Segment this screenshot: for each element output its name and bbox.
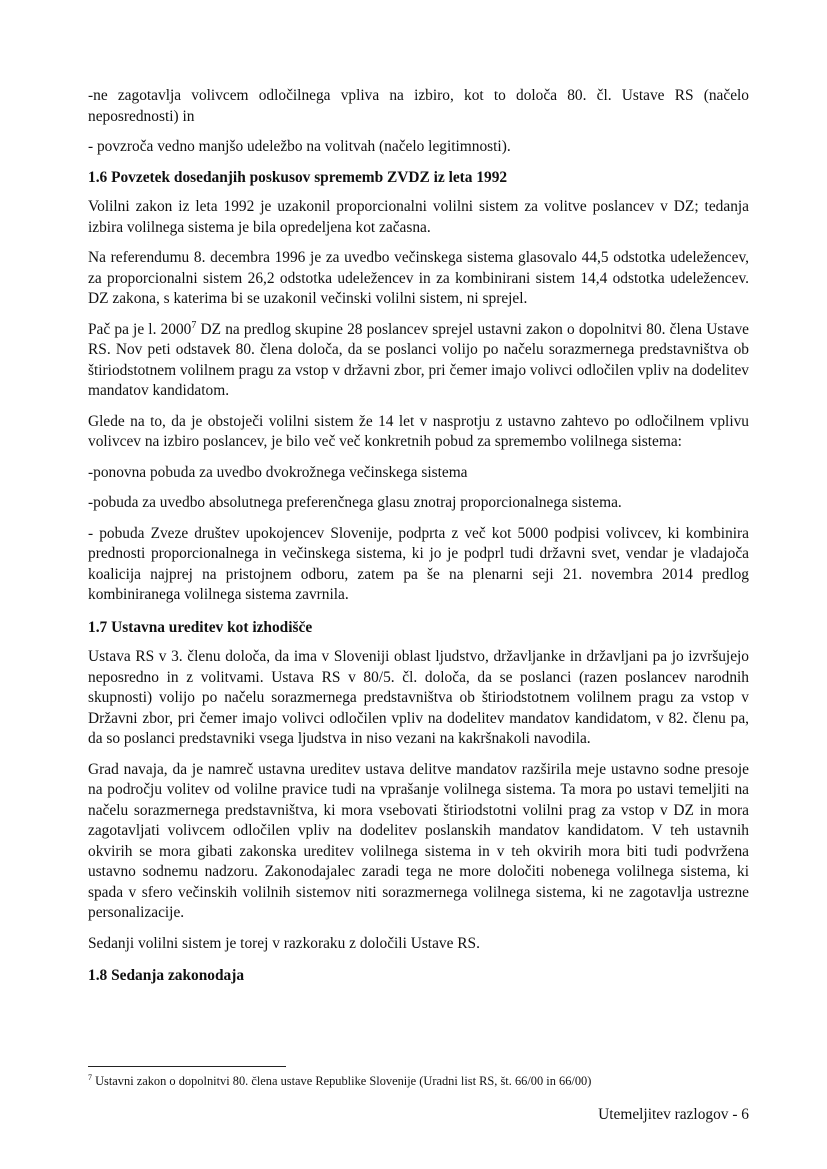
section-heading: 1.7 Ustavna ureditev kot izhodišče xyxy=(88,618,313,636)
page-footer: Utemeljitev razlogov - 6 xyxy=(598,1106,749,1123)
list-item: - pobuda Zveze društev upokojencev Slovenije, podprta z več kot 5000 podpisi volivcev, ki kombinira prednosti proporcionalnega in večinskega sistema, ki jo je podprl tudi državni svet, vendar je vladajoča koalicija najprej na pristojnem odboru, zatem pa še na plenarni seji 21. novembra 2014 predlog kombiniranega volilnega sistema zavrnila. xyxy=(88,524,749,603)
list-item: -ponovna pobuda za uvedbo dvokrožnega večinskega sistema xyxy=(88,463,468,481)
paragraph xyxy=(88,320,749,402)
paragraph: Na referendumu 8. decembra 1996 je za uvedbo večinskega sistema glasovalo 44,5 odstotka udeležencev, za proporcionalni sistem 26,2 odstotka udeležencev in za kombinirani sistem 14,4 odstotka udeležencev. DZ zakona, s katerima bi se uzakonil večinski volilni sistem, ni sprejel. xyxy=(88,249,749,307)
paragraph: Grad navaja, da je namreč ustavna ureditev ustava delitve mandatov razširila meje ustavno sodne presoje na področju volitev od volilne pravice tudi na vprašanje volilnega sistema. Ta mora po ustavi temeljiti na načelu sorazmernega predstavništva, ki mora vsebovati štiriodstotni volilni prag za vstop v DZ in mora zagotavljati volivcem odločilen vpliv na dodelitev poslanskih mandatov kandidatom. V teh ustavnih okvirih se mora gibati zakonska ureditev volilnega sistema in v teh okvirih mora biti tudi podvržena ustavno sodnemu nadzoru. Zakonodajalec zaradi tega ne more določiti nobenega volilnega sistema, ki spada v sfero večinskih volilnih sistemov niti sorazmernega volilnega sistema, ki ne zagotavlja ustrezne personalizacije. xyxy=(88,760,749,921)
footnote-marker: 7 xyxy=(88,1072,92,1082)
footnote-divider xyxy=(88,1066,286,1067)
list-item: -pobuda za uvedbo absolutnega preferenčnega glasu znotraj proporcionalnega sistema. xyxy=(88,494,622,511)
section-heading: 1.8 Sedanja zakonodaja xyxy=(88,967,245,984)
section-heading: 1.6 Povzetek dosedanjih poskusov sprememb ZVDZ iz leta 1992 xyxy=(88,168,508,186)
text-span: Pač pa je l. 2000 xyxy=(88,320,192,338)
paragraph: Volilni zakon iz leta 1992 je uzakonil proporcionalni volilni sistem za volitve poslancev v DZ; tedanja izbira volilnega sistema je bila opredeljena kot začasna. xyxy=(88,198,749,236)
document-body xyxy=(88,86,749,996)
paragraph: Ustava RS v 3. členu določa, da ima v Sloveniji oblast ljudstvo, državljanke in državljani pa jo izvršujejo neposredno in z volitvami. Ustava RS v 80/5. čl. določa, da se poslanci (razen poslancev narodnih skupnosti) volijo po načelu sorazmernega predstavništva ob štiriodstotnem volilnem pragu za vstop v Državni zbor, pri čemer imajo volivci odločilen vpliv na dodelitev mandatov kandidatom, v 82. členu pa, da so poslanci predstavniki vsega ljudstva in niso vezani na kakršnakoli navodila. xyxy=(88,648,749,747)
paragraph: Glede na to, da je obstoječi volilni sistem že 14 let v nasprotju z ustavno zahtevo po odločilnem vplivu volivcev na izbiro poslancev, je bilo več več konkretnih pobud za spremembo volilnega sistema: xyxy=(88,412,749,450)
paragraph: Sedanji volilni sistem je torej v razkoraku z določili Ustave RS. xyxy=(88,934,480,952)
footnote-reference: 7 xyxy=(191,319,197,331)
footnote xyxy=(88,1073,749,1089)
paragraph: -ne zagotavlja volivcem odločilnega vpliva na izbiro, kot to določa 80. čl. Ustave RS (načelo neposrednosti) in xyxy=(88,87,749,125)
footnote-text: Ustavni zakon o dopolnitvi 80. člena ustave Republike Slovenije (Uradni list RS, št. 66/00 in 66/00) xyxy=(92,1074,592,1088)
paragraph: - povzroča vedno manjšo udeležbo na volitvah (načelo legitimnosti). xyxy=(88,138,511,155)
text-span: DZ na predlog skupine 28 poslancev sprejel ustavni zakon o dopolnitvi 80. člena Ustave RS. Nov peti odstavek 80. člena določa, da se poslanci volijo po načelu sorazmernega predstavništva ob štiriodstotnem volilnem pragu za vstop v državni zbor, pri čemer imajo volivci odločilen vpliv na dodelitev mandatov kandidatom. xyxy=(88,320,750,399)
